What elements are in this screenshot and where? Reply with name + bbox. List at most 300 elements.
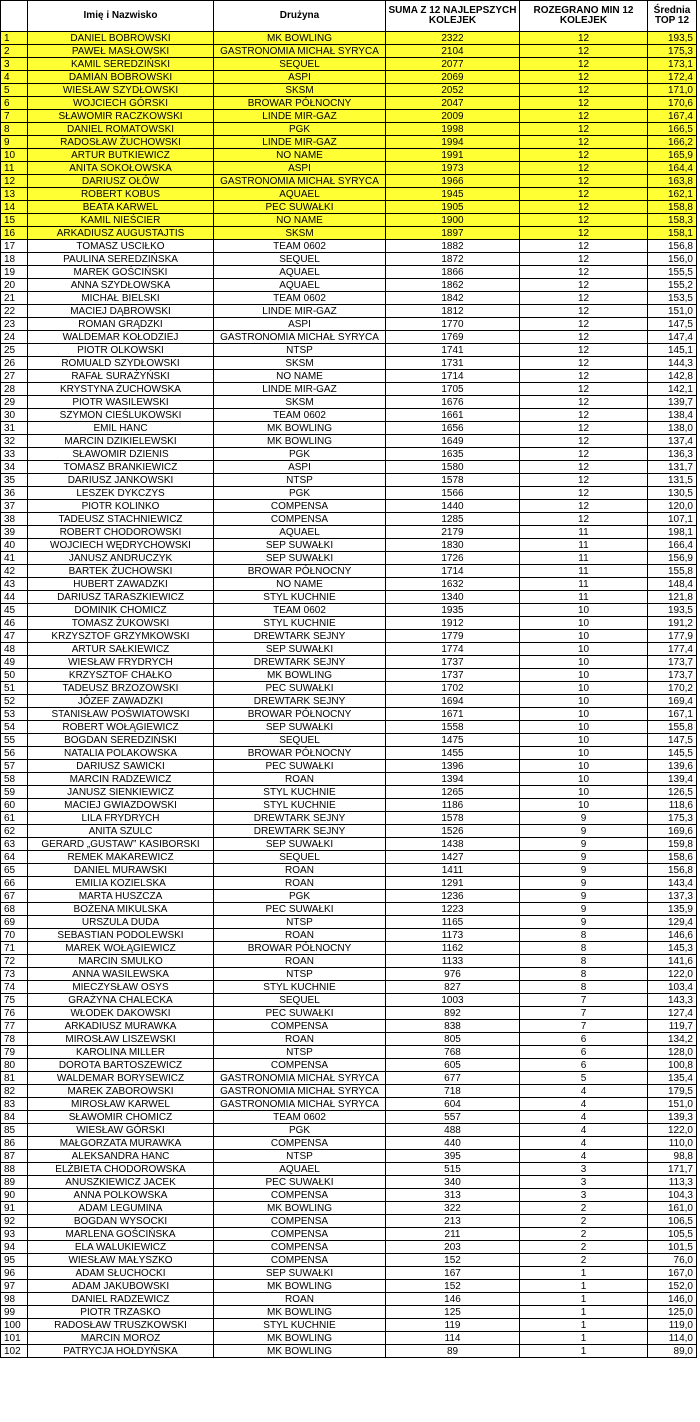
cell-rounds: 4 (520, 1150, 648, 1163)
table-row (1, 1202, 697, 1215)
cell-average: 163,8 (648, 175, 697, 188)
table-row (1, 812, 697, 825)
cell-name: ARKADIUSZ AUGUSTAJTIS (28, 227, 214, 240)
cell-sum: 211 (386, 1228, 520, 1241)
cell-rounds: 1 (520, 1332, 648, 1345)
cell-sum: 2009 (386, 110, 520, 123)
cell-name: DOROTA BARTOSZEWICZ (28, 1059, 214, 1072)
cell-team: ROAN (214, 864, 386, 877)
cell-sum: 1455 (386, 747, 520, 760)
cell-lp: 19 (1, 266, 28, 279)
cell-team: COMPENSA (214, 500, 386, 513)
cell-lp: 1 (1, 32, 28, 45)
cell-name: SŁAWOMIR CHOMICZ (28, 1111, 214, 1124)
header-average: Średnia TOP 12 (648, 1, 697, 32)
cell-rounds: 12 (520, 240, 648, 253)
cell-name: MIROSŁAW LISZEWSKI (28, 1033, 214, 1046)
cell-name: MACIEJ DĄBROWSKI (28, 305, 214, 318)
cell-sum: 1830 (386, 539, 520, 552)
cell-average: 137,3 (648, 890, 697, 903)
table-row (1, 799, 697, 812)
cell-sum: 1737 (386, 656, 520, 669)
cell-rounds: 10 (520, 773, 648, 786)
cell-sum: 1173 (386, 929, 520, 942)
cell-lp: 20 (1, 279, 28, 292)
cell-rounds: 12 (520, 513, 648, 526)
cell-average: 158,1 (648, 227, 697, 240)
table-row (1, 721, 697, 734)
cell-rounds: 8 (520, 981, 648, 994)
cell-average: 142,1 (648, 383, 697, 396)
cell-team: COMPENSA (214, 1189, 386, 1202)
table-row (1, 539, 697, 552)
cell-rounds: 9 (520, 864, 648, 877)
cell-name: WIESŁAW FRYDRYCH (28, 656, 214, 669)
table-row (1, 1332, 697, 1345)
cell-team: DREWTARK SEJNY (214, 695, 386, 708)
cell-name: WALDEMAR BORYSEWICZ (28, 1072, 214, 1085)
table-row (1, 500, 697, 513)
cell-lp: 5 (1, 84, 28, 97)
cell-sum: 1905 (386, 201, 520, 214)
cell-sum: 1694 (386, 695, 520, 708)
cell-lp: 97 (1, 1280, 28, 1293)
cell-team: NO NAME (214, 214, 386, 227)
cell-average: 147,5 (648, 318, 697, 331)
cell-rounds: 1 (520, 1345, 648, 1358)
table-row (1, 552, 697, 565)
cell-lp: 32 (1, 435, 28, 448)
cell-team: DREWTARK SEJNY (214, 656, 386, 669)
cell-name: SZYMON CIEŚLUKOWSKI (28, 409, 214, 422)
cell-name: DARIUSZ SAWICKI (28, 760, 214, 773)
table-row (1, 604, 697, 617)
cell-average: 171,7 (648, 1163, 697, 1176)
cell-team: PEC SUWAŁKI (214, 1007, 386, 1020)
cell-lp: 31 (1, 422, 28, 435)
cell-name: ANNA WASILEWSKA (28, 968, 214, 981)
cell-rounds: 12 (520, 448, 648, 461)
table-row (1, 253, 697, 266)
cell-sum: 604 (386, 1098, 520, 1111)
cell-team: MK BOWLING (214, 435, 386, 448)
cell-team: PGK (214, 487, 386, 500)
cell-lp: 74 (1, 981, 28, 994)
cell-lp: 76 (1, 1007, 28, 1020)
cell-rounds: 12 (520, 149, 648, 162)
cell-rounds: 10 (520, 721, 648, 734)
cell-average: 165,9 (648, 149, 697, 162)
cell-lp: 93 (1, 1228, 28, 1241)
cell-team: COMPENSA (214, 1241, 386, 1254)
cell-sum: 152 (386, 1254, 520, 1267)
cell-sum: 119 (386, 1319, 520, 1332)
cell-average: 126,5 (648, 786, 697, 799)
cell-team: SEP SUWAŁKI (214, 552, 386, 565)
table-row (1, 1150, 697, 1163)
cell-lp: 9 (1, 136, 28, 149)
cell-name: SŁAWOMIR RACZKOWSKI (28, 110, 214, 123)
cell-sum: 167 (386, 1267, 520, 1280)
cell-average: 153,5 (648, 292, 697, 305)
cell-sum: 2069 (386, 71, 520, 84)
cell-lp: 90 (1, 1189, 28, 1202)
cell-lp: 12 (1, 175, 28, 188)
cell-team: ROAN (214, 929, 386, 942)
cell-lp: 63 (1, 838, 28, 851)
cell-sum: 2077 (386, 58, 520, 71)
cell-lp: 13 (1, 188, 28, 201)
table-row (1, 175, 697, 188)
table-row (1, 760, 697, 773)
cell-sum: 1632 (386, 578, 520, 591)
cell-sum: 1671 (386, 708, 520, 721)
table-row (1, 1111, 697, 1124)
cell-sum: 1872 (386, 253, 520, 266)
cell-name: DANIEL BOBROWSKI (28, 32, 214, 45)
cell-average: 167,4 (648, 110, 697, 123)
cell-team: MK BOWLING (214, 1280, 386, 1293)
cell-team: MK BOWLING (214, 669, 386, 682)
cell-team: MK BOWLING (214, 32, 386, 45)
cell-sum: 838 (386, 1020, 520, 1033)
table-row (1, 396, 697, 409)
cell-rounds: 8 (520, 968, 648, 981)
cell-lp: 30 (1, 409, 28, 422)
table-row (1, 240, 697, 253)
cell-team: MK BOWLING (214, 1345, 386, 1358)
table-row (1, 695, 697, 708)
cell-lp: 28 (1, 383, 28, 396)
table-row (1, 929, 697, 942)
table-row (1, 513, 697, 526)
cell-average: 122,0 (648, 968, 697, 981)
cell-name: BOGDAN SEREDZIŃSKI (28, 734, 214, 747)
cell-rounds: 4 (520, 1111, 648, 1124)
cell-team: PEC SUWAŁKI (214, 1176, 386, 1189)
cell-lp: 18 (1, 253, 28, 266)
cell-lp: 50 (1, 669, 28, 682)
cell-rounds: 10 (520, 734, 648, 747)
cell-team: STYL KUCHNIE (214, 617, 386, 630)
cell-rounds: 9 (520, 903, 648, 916)
cell-lp: 69 (1, 916, 28, 929)
cell-team: NTSP (214, 916, 386, 929)
cell-name: WOJCIECH WĘDRYCHOWSKI (28, 539, 214, 552)
cell-rounds: 2 (520, 1228, 648, 1241)
cell-sum: 1991 (386, 149, 520, 162)
cell-lp: 48 (1, 643, 28, 656)
cell-lp: 14 (1, 201, 28, 214)
cell-lp: 84 (1, 1111, 28, 1124)
cell-name: ANITA SOKOŁOWSKA (28, 162, 214, 175)
cell-average: 148,4 (648, 578, 697, 591)
cell-lp: 88 (1, 1163, 28, 1176)
cell-name: BOGDAN WYSOCKI (28, 1215, 214, 1228)
cell-sum: 1340 (386, 591, 520, 604)
cell-rounds: 9 (520, 851, 648, 864)
cell-average: 193,5 (648, 32, 697, 45)
cell-team: COMPENSA (214, 513, 386, 526)
cell-name: KAMIL SEREDZIŃSKI (28, 58, 214, 71)
cell-average: 98,8 (648, 1150, 697, 1163)
cell-name: ROBERT CHODOROWSKI (28, 526, 214, 539)
cell-name: ANITA SZULC (28, 825, 214, 838)
cell-lp: 44 (1, 591, 28, 604)
cell-lp: 94 (1, 1241, 28, 1254)
table-row (1, 1163, 697, 1176)
cell-name: PIOTR OLKOWSKI (28, 344, 214, 357)
cell-average: 169,6 (648, 825, 697, 838)
table-row (1, 448, 697, 461)
table-row (1, 162, 697, 175)
cell-lp: 58 (1, 773, 28, 786)
cell-average: 171,0 (648, 84, 697, 97)
cell-average: 155,8 (648, 565, 697, 578)
cell-sum: 1165 (386, 916, 520, 929)
cell-average: 118,6 (648, 799, 697, 812)
cell-lp: 38 (1, 513, 28, 526)
cell-name: ANNA SZYDŁOWSKA (28, 279, 214, 292)
cell-sum: 1737 (386, 669, 520, 682)
cell-lp: 86 (1, 1137, 28, 1150)
cell-name: KAMIL NIEŚCIER (28, 214, 214, 227)
cell-name: DOMINIK CHOMICZ (28, 604, 214, 617)
cell-team: SEQUEL (214, 851, 386, 864)
cell-lp: 41 (1, 552, 28, 565)
cell-rounds: 1 (520, 1293, 648, 1306)
cell-sum: 1702 (386, 682, 520, 695)
cell-lp: 49 (1, 656, 28, 669)
table-row (1, 708, 697, 721)
cell-name: URSZULA DUDA (28, 916, 214, 929)
cell-sum: 1438 (386, 838, 520, 851)
cell-rounds: 12 (520, 383, 648, 396)
cell-rounds: 6 (520, 1059, 648, 1072)
cell-rounds: 8 (520, 942, 648, 955)
cell-name: KRZYSZTOF CHAŁKO (28, 669, 214, 682)
cell-rounds: 11 (520, 578, 648, 591)
cell-name: LESZEK DYKCZYS (28, 487, 214, 500)
table-row (1, 344, 697, 357)
cell-average: 155,2 (648, 279, 697, 292)
cell-rounds: 3 (520, 1176, 648, 1189)
cell-average: 120,0 (648, 500, 697, 513)
table-row (1, 136, 697, 149)
cell-rounds: 12 (520, 461, 648, 474)
cell-average: 141,6 (648, 955, 697, 968)
cell-rounds: 10 (520, 786, 648, 799)
cell-team: COMPENSA (214, 1228, 386, 1241)
cell-rounds: 12 (520, 344, 648, 357)
cell-name: ARKADIUSZ MURAWKA (28, 1020, 214, 1033)
cell-sum: 1440 (386, 500, 520, 513)
cell-lp: 26 (1, 357, 28, 370)
cell-rounds: 10 (520, 708, 648, 721)
cell-average: 147,4 (648, 331, 697, 344)
cell-sum: 1842 (386, 292, 520, 305)
cell-average: 156,9 (648, 552, 697, 565)
cell-sum: 1998 (386, 123, 520, 136)
cell-rounds: 1 (520, 1319, 648, 1332)
table-row (1, 32, 697, 45)
cell-team: PEC SUWAŁKI (214, 201, 386, 214)
cell-team: MK BOWLING (214, 422, 386, 435)
cell-team: TEAM 0602 (214, 409, 386, 422)
cell-sum: 322 (386, 1202, 520, 1215)
cell-rounds: 6 (520, 1033, 648, 1046)
cell-lp: 85 (1, 1124, 28, 1137)
cell-sum: 340 (386, 1176, 520, 1189)
cell-average: 161,0 (648, 1202, 697, 1215)
cell-name: ELA WALUKIEWICZ (28, 1241, 214, 1254)
cell-lp: 60 (1, 799, 28, 812)
cell-team: STYL KUCHNIE (214, 799, 386, 812)
cell-team: BROWAR PÓŁNOCNY (214, 942, 386, 955)
cell-sum: 718 (386, 1085, 520, 1098)
table-row (1, 643, 697, 656)
table-row (1, 851, 697, 864)
cell-sum: 1578 (386, 812, 520, 825)
cell-average: 100,8 (648, 1059, 697, 1072)
cell-rounds: 12 (520, 331, 648, 344)
cell-team: NTSP (214, 344, 386, 357)
table-row (1, 266, 697, 279)
table-row (1, 1020, 697, 1033)
cell-average: 139,7 (648, 396, 697, 409)
cell-lp: 4 (1, 71, 28, 84)
cell-name: MARCIN MOROZ (28, 1332, 214, 1345)
cell-average: 135,4 (648, 1072, 697, 1085)
cell-name: STANISŁAW POŚWIATOWSKI (28, 708, 214, 721)
cell-lp: 37 (1, 500, 28, 513)
cell-rounds: 12 (520, 318, 648, 331)
cell-rounds: 10 (520, 747, 648, 760)
cell-team: ROAN (214, 1293, 386, 1306)
cell-average: 131,5 (648, 474, 697, 487)
cell-name: SŁAWOMIR DZIENIS (28, 448, 214, 461)
table-row (1, 383, 697, 396)
cell-name: MAREK WOŁĄGIEWICZ (28, 942, 214, 955)
cell-average: 177,9 (648, 630, 697, 643)
cell-sum: 1862 (386, 279, 520, 292)
table-row (1, 968, 697, 981)
cell-name: GRAŻYNA CHALECKA (28, 994, 214, 1007)
cell-average: 146,0 (648, 1293, 697, 1306)
cell-sum: 1769 (386, 331, 520, 344)
cell-lp: 25 (1, 344, 28, 357)
cell-average: 138,0 (648, 422, 697, 435)
cell-name: ELŻBIETA CHODOROWSKA (28, 1163, 214, 1176)
cell-rounds: 12 (520, 292, 648, 305)
cell-sum: 2322 (386, 32, 520, 45)
cell-lp: 61 (1, 812, 28, 825)
cell-lp: 23 (1, 318, 28, 331)
table-row (1, 591, 697, 604)
cell-rounds: 12 (520, 71, 648, 84)
cell-sum: 827 (386, 981, 520, 994)
cell-average: 156,0 (648, 253, 697, 266)
cell-average: 76,0 (648, 1254, 697, 1267)
table-row (1, 877, 697, 890)
cell-rounds: 4 (520, 1124, 648, 1137)
table-row (1, 1228, 697, 1241)
cell-rounds: 6 (520, 1046, 648, 1059)
cell-team: NO NAME (214, 149, 386, 162)
cell-sum: 1186 (386, 799, 520, 812)
cell-average: 151,0 (648, 1098, 697, 1111)
cell-average: 137,4 (648, 435, 697, 448)
table-row (1, 1033, 697, 1046)
table-row (1, 669, 697, 682)
table-row (1, 58, 697, 71)
cell-average: 114,0 (648, 1332, 697, 1345)
cell-sum: 1994 (386, 136, 520, 149)
cell-team: STYL KUCHNIE (214, 591, 386, 604)
cell-name: TADEUSZ STACHNIEWICZ (28, 513, 214, 526)
cell-rounds: 12 (520, 500, 648, 513)
cell-lp: 7 (1, 110, 28, 123)
cell-lp: 98 (1, 1293, 28, 1306)
cell-team: TEAM 0602 (214, 292, 386, 305)
cell-average: 167,1 (648, 708, 697, 721)
cell-rounds: 3 (520, 1189, 648, 1202)
cell-team: LINDE MIR-GAZ (214, 136, 386, 149)
cell-name: WIESŁAW SZYDŁOWSKI (28, 84, 214, 97)
cell-lp: 68 (1, 903, 28, 916)
cell-lp: 66 (1, 877, 28, 890)
cell-lp: 89 (1, 1176, 28, 1189)
cell-sum: 805 (386, 1033, 520, 1046)
cell-name: WIESŁAW GÓRSKI (28, 1124, 214, 1137)
cell-average: 143,3 (648, 994, 697, 1007)
cell-name: REMEK MAKAREWICZ (28, 851, 214, 864)
cell-team: MK BOWLING (214, 1306, 386, 1319)
cell-team: SKSM (214, 84, 386, 97)
cell-name: PIOTR KOLINKO (28, 500, 214, 513)
cell-rounds: 8 (520, 955, 648, 968)
cell-lp: 102 (1, 1345, 28, 1358)
cell-lp: 96 (1, 1267, 28, 1280)
cell-name: TOMASZ BRANKIEWICZ (28, 461, 214, 474)
cell-name: PIOTR TRZASKO (28, 1306, 214, 1319)
cell-team: AQUAEL (214, 279, 386, 292)
cell-average: 107,1 (648, 513, 697, 526)
cell-sum: 1003 (386, 994, 520, 1007)
cell-sum: 1475 (386, 734, 520, 747)
cell-rounds: 12 (520, 188, 648, 201)
cell-average: 158,6 (648, 851, 697, 864)
cell-lp: 65 (1, 864, 28, 877)
cell-rounds: 8 (520, 929, 648, 942)
table-row (1, 1267, 697, 1280)
cell-name: RAFAŁ SURAŻYŃSKI (28, 370, 214, 383)
cell-team: AQUAEL (214, 266, 386, 279)
cell-lp: 8 (1, 123, 28, 136)
cell-name: TOMASZ ŻUKOWSKI (28, 617, 214, 630)
cell-average: 170,6 (648, 97, 697, 110)
cell-average: 125,0 (648, 1306, 697, 1319)
cell-rounds: 12 (520, 175, 648, 188)
cell-lp: 53 (1, 708, 28, 721)
cell-team: PGK (214, 890, 386, 903)
cell-name: ROMAN GRĄDZKI (28, 318, 214, 331)
table-row (1, 409, 697, 422)
table-row (1, 214, 697, 227)
cell-rounds: 12 (520, 370, 648, 383)
table-row (1, 1293, 697, 1306)
cell-sum: 1774 (386, 643, 520, 656)
